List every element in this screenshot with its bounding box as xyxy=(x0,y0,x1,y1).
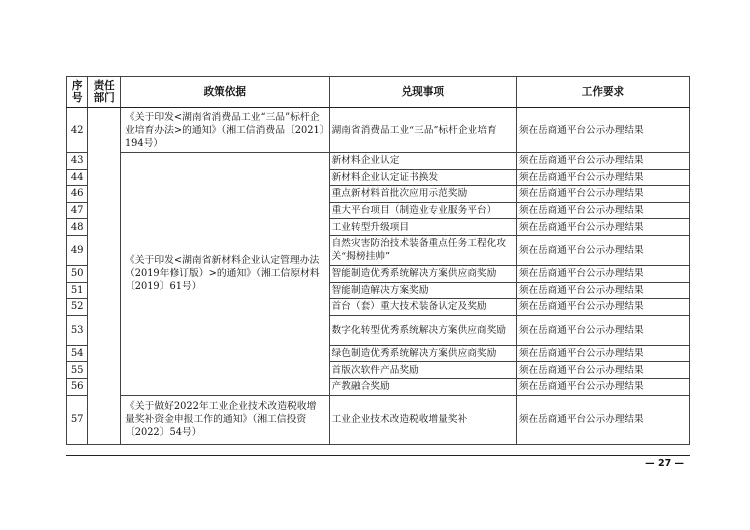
table-row xyxy=(67,153,690,170)
row-number: 55 xyxy=(67,362,88,379)
policy-cell: 《关于做好2022年工业企业技术改造税收增量奖补资金申报工作的通知》（湘工信投资〔2022〕54号） xyxy=(120,395,329,444)
requirement-cell: 须在岳商通平台公示办理结果 xyxy=(516,108,689,153)
item-cell: 数字化转型优秀系统解决方案供应商奖励 xyxy=(329,315,516,345)
header-req: 工作要求 xyxy=(516,77,689,108)
item-cell: 重大平台项目（制造业专业服务平台） xyxy=(329,202,516,219)
header-policy: 政策依据 xyxy=(120,77,329,108)
item-cell: 首台（套）重大技术装备认定及奖励 xyxy=(329,299,516,316)
item-cell: 绿色制造优秀系统解决方案供应商奖励 xyxy=(329,345,516,362)
requirement-cell: 须在岳商通平台公示办理结果 xyxy=(516,282,689,299)
table-header-row xyxy=(67,77,690,108)
requirement-cell: 须在岳商通平台公示办理结果 xyxy=(516,202,689,219)
row-number: 54 xyxy=(67,345,88,362)
item-cell: 产教融合奖励 xyxy=(329,378,516,395)
row-number: 47 xyxy=(67,202,88,219)
row-number: 56 xyxy=(67,378,88,395)
row-number: 50 xyxy=(67,265,88,282)
requirement-cell: 须在岳商通平台公示办理结果 xyxy=(516,362,689,379)
item-cell: 新材料企业认定 xyxy=(329,153,516,170)
item-cell: 智能制造解决方案奖励 xyxy=(329,282,516,299)
item-cell: 智能制造优秀系统解决方案供应商奖励 xyxy=(329,265,516,282)
item-cell: 首版次软件产品奖励 xyxy=(329,362,516,379)
requirement-cell: 须在岳商通平台公示办理结果 xyxy=(516,153,689,170)
item-cell: 工业转型升级项目 xyxy=(329,219,516,236)
page-footer xyxy=(0,455,750,469)
header-dept: 责任部门 xyxy=(88,77,121,108)
item-cell: 新材料企业认定证书换发 xyxy=(329,169,516,186)
policy-cell: 《关于印发<湖南省新材料企业认定管理办法（2019年修订版）>的通知》（湘工信原材料〔2019〕61号） xyxy=(120,153,329,396)
requirement-cell: 须在岳商通平台公示办理结果 xyxy=(516,265,689,282)
requirement-cell: 须在岳商通平台公示办理结果 xyxy=(516,315,689,345)
page-number: — 27 — xyxy=(645,458,684,469)
requirement-cell: 须在岳商通平台公示办理结果 xyxy=(516,235,689,265)
item-cell: 重点新材料首批次应用示范奖励 xyxy=(329,186,516,203)
row-number: 49 xyxy=(67,235,88,265)
row-number: 57 xyxy=(67,395,88,444)
requirement-cell: 须在岳商通平台公示办理结果 xyxy=(516,378,689,395)
row-number: 48 xyxy=(67,219,88,236)
requirement-cell: 须在岳商通平台公示办理结果 xyxy=(516,345,689,362)
row-number: 52 xyxy=(67,299,88,316)
table-row xyxy=(67,395,690,444)
policy-table xyxy=(66,76,690,445)
requirement-cell: 须在岳商通平台公示办理结果 xyxy=(516,169,689,186)
footer-rule xyxy=(66,455,690,456)
policy-cell: 《关于印发<湖南省消费品工业“三品”标杆企业培育办法>的通知》（湘工信消费品〔2021〕194号） xyxy=(120,108,329,153)
row-number: 51 xyxy=(67,282,88,299)
item-cell: 自然灾害防治技术装备重点任务工程化攻关“揭榜挂帅” xyxy=(329,235,516,265)
dept-cell xyxy=(88,108,121,445)
row-number: 46 xyxy=(67,186,88,203)
item-cell: 工业企业技术改造税收增量奖补 xyxy=(329,395,516,444)
requirement-cell: 须在岳商通平台公示办理结果 xyxy=(516,186,689,203)
table-row xyxy=(67,108,690,153)
item-cell: 湖南省消费品工业“三品”标杆企业培育 xyxy=(329,108,516,153)
row-number: 43 xyxy=(67,153,88,170)
header-no: 序号 xyxy=(67,77,88,108)
requirement-cell: 须在岳商通平台公示办理结果 xyxy=(516,299,689,316)
requirement-cell: 须在岳商通平台公示办理结果 xyxy=(516,219,689,236)
row-number: 42 xyxy=(67,108,88,153)
row-number: 44 xyxy=(67,169,88,186)
requirement-cell: 须在岳商通平台公示办理结果 xyxy=(516,395,689,444)
header-item: 兑现事项 xyxy=(329,77,516,108)
row-number: 53 xyxy=(67,315,88,345)
